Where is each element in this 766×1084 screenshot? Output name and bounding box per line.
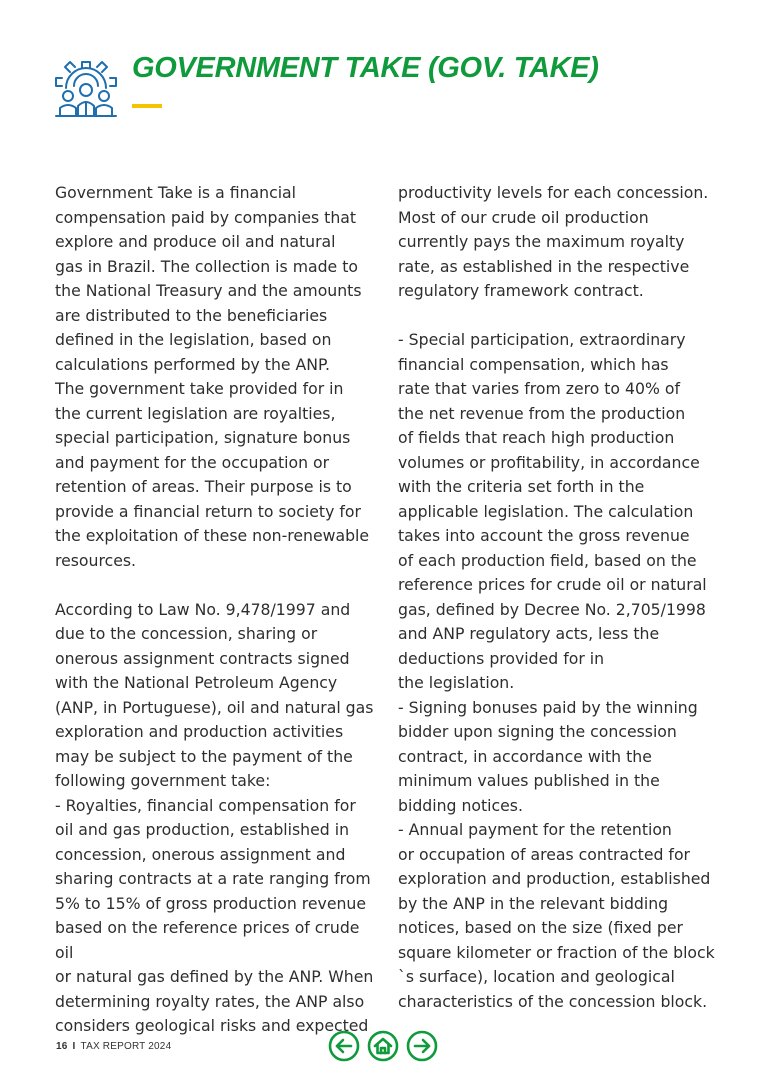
gear-people-icon [52, 52, 120, 120]
paragraph-gap [55, 573, 375, 598]
paragraph-annual-payment: - Annual payment for the retention or occupation of areas contracted for exploration and production, established by the ANP in the relevant bidding notices, based on the size (fixed per square kilometer or fraction of the block `s surface), location and geological characteristics of the concession block. [398, 820, 715, 1011]
home-icon[interactable] [367, 1030, 399, 1062]
right-column [398, 181, 720, 1014]
footer-page-info [56, 1041, 171, 1052]
paragraph-royalties: - Royalties, financial compensation for oil and gas production, established in concession, onerous assignment and sharing contracts at a rate ranging from 5% to 15% of gross production revenue based on the reference prices of crude oil or natural gas defined by the ANP. When determining royalty rates, the ANP also considers geological risks and expected [55, 795, 374, 1035]
arrow-right-icon[interactable] [406, 1030, 438, 1062]
paragraph-special-participation: - Special participation, extraordinary financial compensation, which has rate that varies from zero to 40% of the net revenue from the production of fields that reach high production volumes or profitability, in accordance with the criteria set forth in the applicable legislation. The calculation takes into account the gross revenue of each production field, based on the reference prices for crude oil or natural gas, defined by Decree No. 2,705/1998 and ANP regulatory acts, less the deductions provided for in the legislation. [398, 330, 707, 692]
paragraph-royalties-cont: productivity levels for each concession. Most of our crude oil production currently pays the maximum royalty rate, as established in the respective regulatory framework contract. [398, 183, 709, 300]
paragraph-law: According to Law No. 9,478/1997 and due to the concession, sharing or onerous assignment contracts signed with the National Petroleum Agency (ANP, in Portuguese), oil and natural gas exploration and production activities may be subject to the payment of the following government take: [55, 599, 374, 790]
paragraph-gap [398, 304, 720, 329]
paragraph-signing-bonuses: - Signing bonuses paid by the winning bidder upon signing the concession contract, in accordance with the minimum values published in the bidding notices. [398, 697, 698, 815]
page-title: GOVERNMENT TAKE (GOV. TAKE) [132, 52, 599, 84]
left-column [55, 181, 375, 1039]
arrow-left-icon[interactable] [328, 1030, 360, 1062]
footer-separator: I [72, 1041, 76, 1052]
title-underline [132, 104, 162, 108]
report-label: TAX REPORT 2024 [80, 1041, 172, 1052]
page-number: 16 [56, 1041, 68, 1052]
paragraph-intro: Government Take is a financial compensation paid by companies that explore and produce oil and natural gas in Brazil. The collection is made to the National Treasury and the amounts are distributed to the beneficiaries defined in the legislation, based on calculations performed by the ANP. The government take provided for in the current legislation are royalties, special participation, signature bonus and payment for the occupation or retention of areas. Their purpose is to provide a financial return to society for the exploitation of these non-renewable resources. [55, 183, 370, 570]
